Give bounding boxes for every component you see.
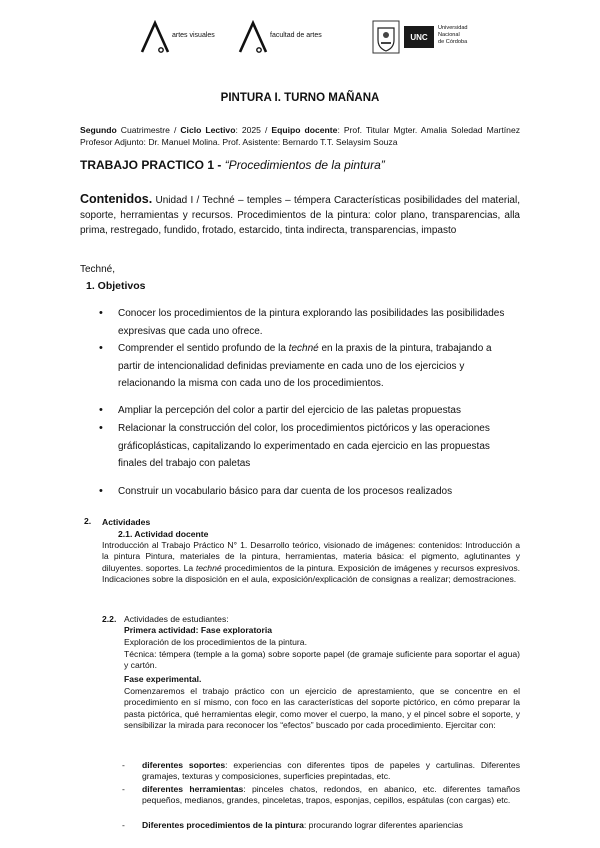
unc-name [438, 25, 468, 46]
sub1-text-a: Introducción al Trabajo Práctico N° 1. Desarrollo teórico, visionado de imágenes: contenidos: Introducción a la pintura Pintura, materiales de la pintura, herramientas, materia básica: el pigmento, aglutinantes y diluyentes. soportes. La [102, 540, 520, 573]
dash-icon: - [122, 820, 125, 830]
logo-facultad-artes [238, 20, 358, 56]
dash-item-text: : experiencias con diferentes tipos de papeles y cartulinas. Diferentes gramajes, texturas y composiciones, superficies prepintadas, etc. [142, 760, 520, 782]
dash-item-bold: diferentes herramientas [142, 784, 244, 794]
tecnica: Técnica: témpera (temple a la goma) sobre soporte papel (de gramaje suficiente para soportar el agua) y cartón. [124, 649, 520, 671]
team-value: : Prof. Titular Mgter. Amalia Soledad Martínez Profesor Adjunto: Dr. Manuel Molina. Prof. Asistente: Bernardo T.T. Selaysim Souza [80, 125, 521, 147]
objective-text: Construir un vocabulario básico para dar cuenta de los procesos realizados [118, 486, 453, 497]
fase-experimental-text: Comenzaremos el trabajo práctico con un ejercicio de aprestamiento, que se concentre en el procedimiento en sí mismo, con foco en las características del soporte pictórico, en cómo preparar la pasta pictórica, qué herramientas elegir, como mover el cuerpo, la mano, y el pincel sobre el soporte, y sensibilizar la mirada para reconocer los “efectos” buscado por cada procedimiento. Ejercitar con: [124, 686, 520, 730]
objective-italic: techné [288, 343, 319, 354]
dash-item-bold: diferentes soportes [142, 760, 226, 770]
logo2-text: facultad de artes [270, 32, 322, 39]
dash-item [142, 820, 520, 831]
techne-line: Techné, [80, 264, 116, 275]
dash-item-text: : pinceles chatos, redondos, en abanico, etc. diferentes tamaños pequeños, medianos, grandes, pinceletas, trapos, esponjas, cepillos, espátulas (con cargas) etc. [142, 784, 520, 806]
exploracion: Exploración de los procedimientos de la pintura. [124, 637, 307, 647]
tp-name: “Procedimientos de la pintura” [224, 158, 385, 172]
objective-item [99, 420, 508, 473]
objective-text: Relacionar la construcción del color, los procedimientos pictóricos y las operaciones gráficoplásticas, capitalizando lo experimentado en cada ejercicio en las propuestas finales del trabajo con paletas [118, 423, 490, 470]
dash-item [142, 784, 520, 807]
semester-rest: Cuatrimestre / [116, 125, 177, 135]
dash-icon: - [122, 784, 125, 794]
objective-text: Comprender el sentido profundo de la [118, 343, 286, 354]
artes-visuales-logo-icon [140, 20, 170, 54]
year-label: Ciclo Lectivo [176, 125, 236, 135]
dash-icon: - [122, 760, 125, 770]
objective-item [99, 305, 508, 340]
unc-badge-text: UNC [410, 32, 428, 42]
logo1-text: artes visuales [172, 32, 215, 39]
sub1-text-italic: techné [195, 562, 222, 573]
contenidos-text: Unidad I / Techné – temples – témpera Características posibilidades del material, soporte, herramientas y recursos. Procedimientos de la pintura: color plano, transparencias, alla prima, restregado, fundido, frotado, estarcido, tinta indirecta, transparencias, impasto [80, 195, 520, 237]
bullet-icon: • [99, 342, 103, 354]
year-value: : 2025 / [235, 125, 268, 135]
unc-badge [404, 26, 434, 48]
objective-text: Ampliar la percepción del color a partir del ejercicio de las paletas propuestas [118, 405, 461, 416]
sub1-text-b: procedimientos de la pintura. Exposición de imágenes y recursos expresivos. Indicaciones sobre la disposición en el aula, exposición/explicación de consignas a realizar; demostraciones. [102, 562, 520, 584]
objective-item [99, 483, 508, 501]
dash-item [142, 760, 520, 783]
actividades-num: 2. [84, 516, 92, 526]
logo-unc [372, 20, 502, 56]
tp-heading [80, 158, 385, 172]
unc-name-line1: Universidad [438, 25, 468, 31]
tp-label: TRABAJO PRACTICO 1 - [80, 158, 225, 172]
dash-item-text: : procurando lograr diferentes apariencias [303, 820, 463, 830]
team-label: Equipo docente [267, 125, 338, 135]
facultad-artes-logo-icon [238, 20, 268, 54]
objective-text: Conocer los procedimientos de la pintura explorando las posibilidades las posibilidades expresivas que cada uno ofrece. [118, 308, 505, 337]
semester-label: Segundo [80, 125, 117, 135]
actividades-heading: Actividades [102, 517, 151, 527]
sub1-text [102, 540, 520, 585]
page-title: PINTURA I. TURNO MAÑANA [220, 92, 380, 104]
bullet-icon: • [99, 404, 103, 416]
unc-crest-icon [372, 20, 400, 54]
unc-name-line2: Nacional [438, 32, 460, 38]
contenidos-label: Contenidos. [80, 192, 153, 206]
dash-item-bold: Diferentes procedimientos de la pintura [142, 820, 304, 830]
objetivos-heading: 1. Objetivos [86, 280, 146, 292]
bullet-icon: • [99, 485, 103, 497]
sub1-title: 2.1. Actividad docente [118, 529, 209, 539]
objective-item [99, 340, 508, 393]
sub2-title: Actividades de estudiantes: [124, 614, 229, 624]
contenidos-paragraph [80, 192, 520, 239]
bullet-icon: • [99, 422, 103, 434]
fase-experimental: Fase experimental. [124, 674, 202, 684]
objective-item [99, 402, 508, 420]
unc-name-line3: de Córdoba [438, 39, 468, 45]
objective-text-cont: en la praxis de la pintura, trabajando a partir de intencionalidad definidas previamente en cada uno de los ejercicios y relacionando la misma con cada uno de los procedimientos. [118, 343, 492, 390]
first-activity: Primera actividad: Fase exploratoria [124, 625, 273, 635]
sub2-num: 2.2. [102, 614, 117, 624]
course-meta [80, 124, 520, 148]
bullet-icon: • [99, 307, 103, 319]
